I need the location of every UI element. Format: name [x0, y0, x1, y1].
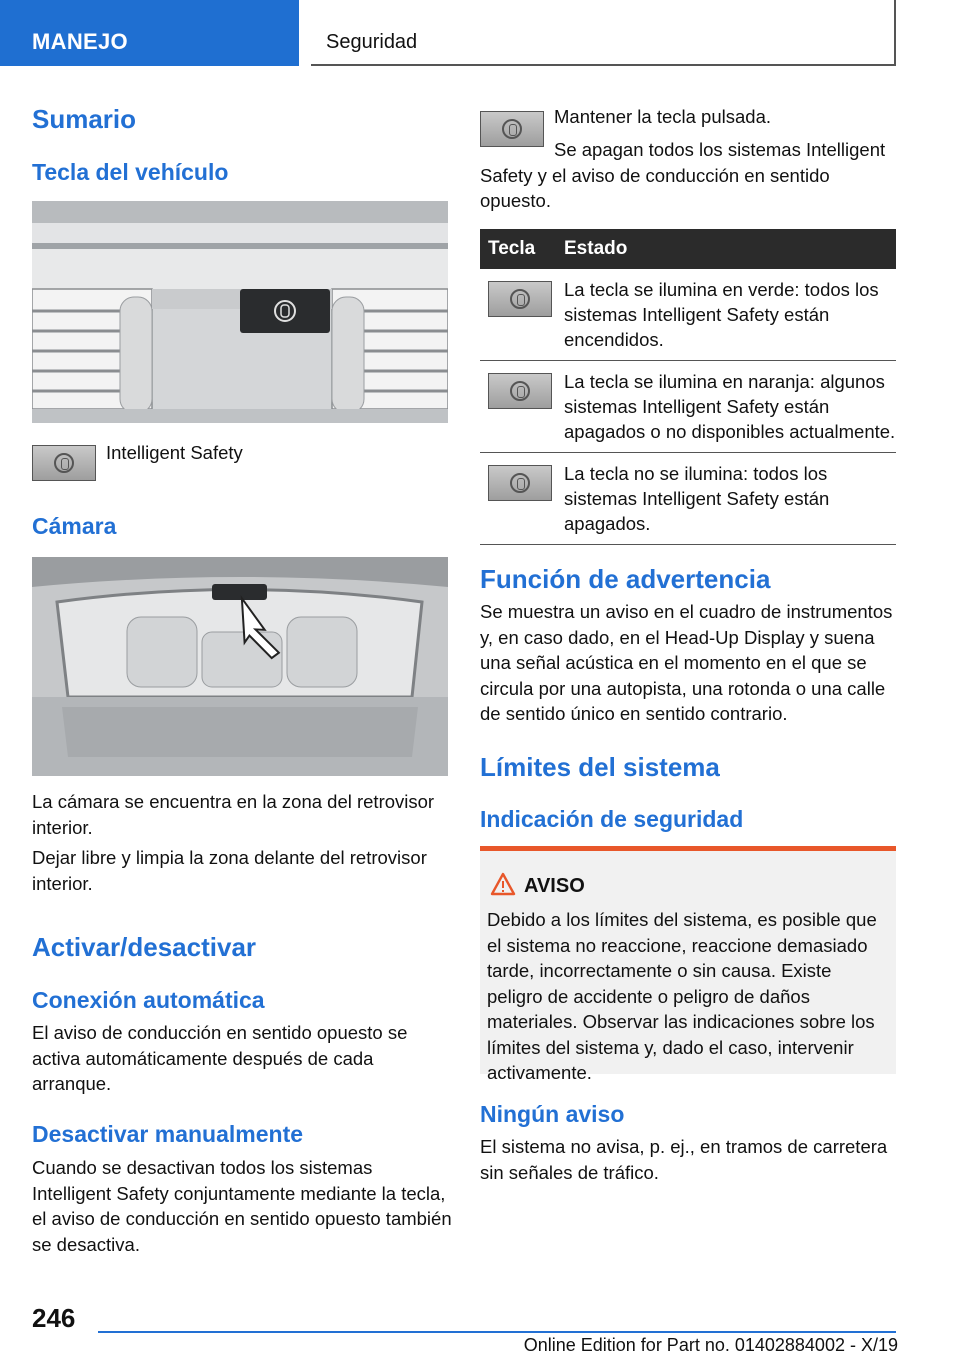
key-orange-icon [488, 373, 552, 409]
header-section-tab [0, 0, 299, 66]
desactivar-paragraph: Cuando se desactivan todos los sistemas Intelligent Safety conjuntamente mediante la tecla, el aviso de conducción en sentido opuesto también se desactiva. [32, 1157, 452, 1255]
ningun-paragraph: El sistema no avisa, p. ej., en tramos de carretera sin señales de tráfico. [480, 1136, 888, 1183]
key-green-icon [488, 281, 552, 317]
funcion-paragraph: Se muestra un aviso en el cuadro de instrumentos y, en caso dado, en el Head-Up Display y suena una señal acústica en el momento en el que se circula por una autopista, una rotonda o una calle de sentido único en sentido contrario. [480, 601, 893, 724]
heading-limites-sistema: Límites del sistema [480, 752, 720, 782]
warning-title: AVISO [524, 875, 585, 897]
table-row [480, 269, 896, 361]
table-row [480, 453, 896, 545]
table-cell-state: La tecla se ilumina en verde: todos los sistemas Intelligent Safety están encendidos. [556, 269, 896, 361]
camara-paragraph-2: Dejar libre y limpia la zona delante del retrovisor interior. [32, 847, 427, 894]
heading-funcion-advertencia: Función de advertencia [480, 564, 771, 594]
table-cell-key [480, 361, 556, 453]
intelligent-safety-label: Intelligent Safety [106, 442, 243, 463]
table-cell-state: La tecla se ilumina en naranja: algunos sistemas Intelligent Safety están apagados o no disponibles actualmente. [556, 361, 896, 453]
key-state-table [480, 229, 896, 545]
header-chapter-tab [311, 0, 896, 66]
camara-paragraph-1: La cámara se encuentra en la zona del retrovisor interior. [32, 791, 435, 838]
heading-conexion-automatica: Conexión automática [32, 987, 265, 1013]
heading-tecla-vehiculo: Tecla del vehículo [32, 159, 229, 185]
intelligent-safety-key-icon [32, 445, 96, 481]
conexion-paragraph: El aviso de conducción en sentido opuesto se activa automáticamente después de cada arranque. [32, 1022, 408, 1094]
heading-desactivar-manualmente: Desactivar manualmente [32, 1121, 304, 1147]
heading-sumario: Sumario [32, 104, 137, 134]
dashboard-key-photo [32, 201, 448, 423]
heading-camara: Cámara [32, 513, 117, 539]
table-row [480, 361, 896, 453]
table-header-row [480, 229, 896, 269]
key-off-icon [488, 465, 552, 501]
warning-text: Debido a los límites del sistema, es posible que el sistema no reaccione, reaccione demasiado tarde, incorrectamente o sin causa. Existe peligro de accidente o peligro de daños materiales. Observar las indicaciones sobre los límites del sistema y, dado el caso, intervenir activamente. [487, 909, 877, 1083]
warning-box [480, 846, 896, 1083]
footer-rule [98, 1331, 896, 1333]
table-cell-key [480, 453, 556, 545]
warning-triangle-icon [490, 872, 516, 896]
header-chapter-label: Seguridad [326, 31, 418, 53]
table-cell-key [480, 269, 556, 361]
hold-paragraph-2: Se apagan todos los sistemas Intelligent Safety y el aviso de conducción en sentido opuesto. [480, 139, 886, 211]
camera-location-photo [32, 557, 448, 776]
table-cell-state: La tecla no se ilumina: todos los sistemas Intelligent Safety están apagados. [556, 453, 896, 545]
heading-ningun-aviso: Ningún aviso [480, 1101, 625, 1127]
page-number: 246 [32, 1303, 76, 1333]
heading-activar-desactivar: Activar/desactivar [32, 932, 257, 962]
footer-edition: Online Edition for Part no. 01402884002 - X/19 [523, 1335, 898, 1355]
table-header-tecla: Tecla [480, 229, 556, 269]
table-header-estado: Estado [556, 229, 896, 269]
hold-paragraph-1: Mantener la tecla pulsada. [554, 106, 771, 127]
header-section-label: MANEJO [32, 29, 128, 54]
heading-indicacion-seguridad: Indicación de seguridad [480, 806, 744, 832]
